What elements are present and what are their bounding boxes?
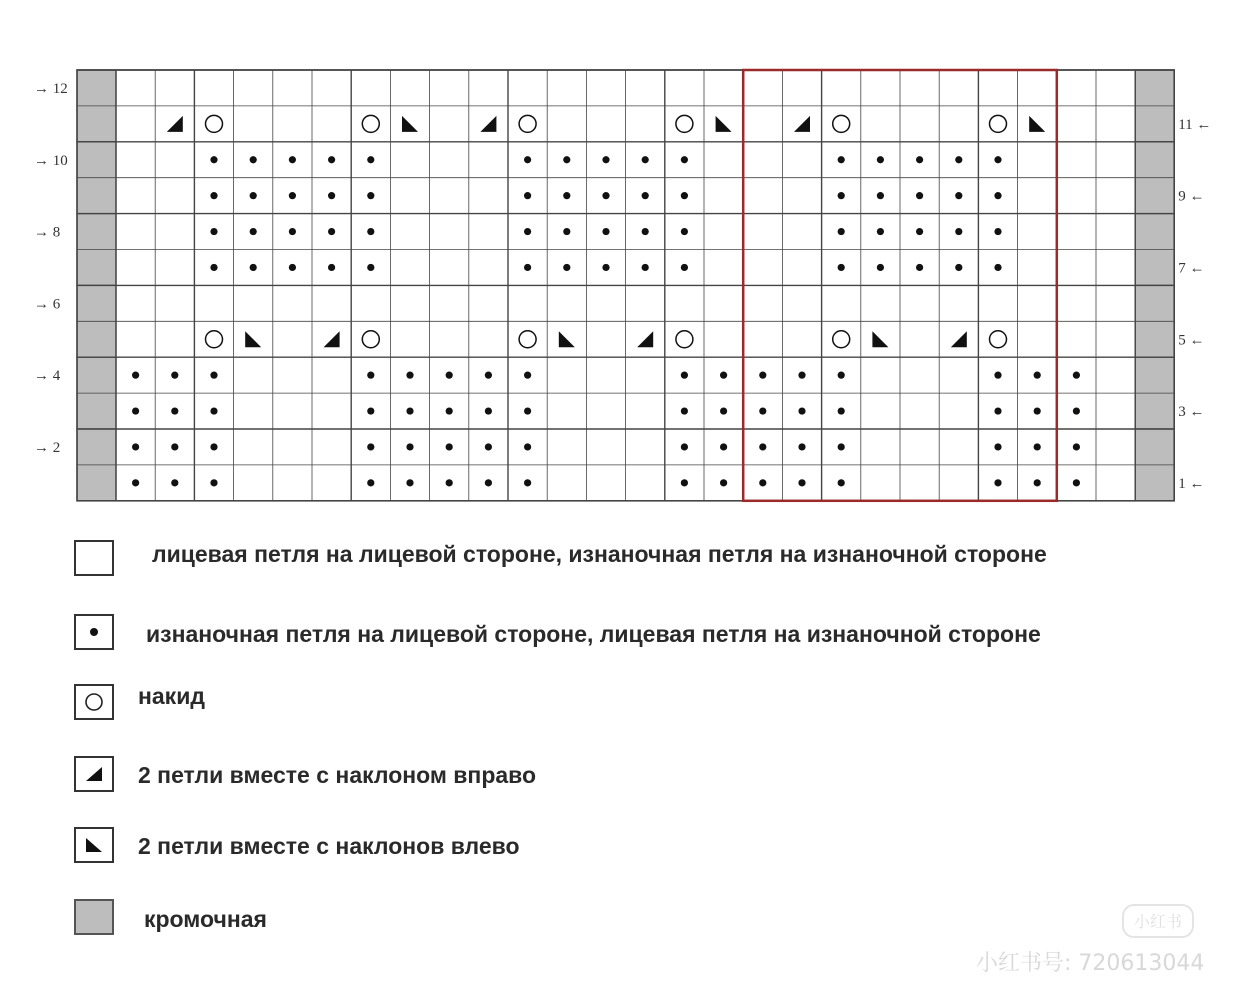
purl-dot [524, 372, 531, 379]
purl-dot [602, 264, 609, 271]
legend-icon-yarn-over [74, 684, 114, 720]
purl-dot [602, 192, 609, 199]
purl-dot [446, 479, 453, 486]
yarn-over-circle [519, 115, 536, 132]
purl-dot [289, 228, 296, 235]
purl-dot [367, 192, 374, 199]
purl-dot [289, 156, 296, 163]
purl-dot [642, 264, 649, 271]
purl-dot [994, 192, 1001, 199]
purl-dot [916, 156, 923, 163]
k2tog-left-triangle [872, 331, 888, 347]
purl-dot [446, 372, 453, 379]
row-label-left: → 8 [34, 224, 61, 241]
purl-dot [171, 372, 178, 379]
purl-dot [916, 192, 923, 199]
yarn-over-circle [206, 115, 223, 132]
purl-dot [210, 407, 217, 414]
purl-dot [1034, 443, 1041, 450]
purl-dot [132, 372, 139, 379]
purl-dot [171, 407, 178, 414]
purl-dot [1073, 479, 1080, 486]
purl-dot [681, 407, 688, 414]
purl-dot [328, 156, 335, 163]
purl-dot [955, 192, 962, 199]
purl-dot [563, 156, 570, 163]
purl-dot [759, 407, 766, 414]
k2tog-right-triangle [324, 331, 340, 347]
purl-dot [681, 264, 688, 271]
purl-dot [642, 228, 649, 235]
row-label-right: 1 ← [1178, 475, 1205, 492]
k2tog-left-triangle [245, 331, 261, 347]
purl-dot [406, 479, 413, 486]
purl-dot [681, 372, 688, 379]
purl-dot [524, 407, 531, 414]
purl-dot [1034, 372, 1041, 379]
purl-dot [798, 443, 805, 450]
purl-dot [681, 192, 688, 199]
purl-dot [485, 407, 492, 414]
yarn-over-circle [676, 115, 693, 132]
purl-dot [328, 228, 335, 235]
purl-dot [250, 192, 257, 199]
k2tog-right-triangle [794, 116, 810, 132]
purl-dot [838, 228, 845, 235]
purl-dot [955, 228, 962, 235]
purl-dot [210, 372, 217, 379]
purl-dot [367, 407, 374, 414]
purl-dot [838, 407, 845, 414]
purl-dot [681, 443, 688, 450]
purl-dot [838, 479, 845, 486]
purl-dot [328, 264, 335, 271]
purl-dot [367, 228, 374, 235]
purl-dot [132, 443, 139, 450]
purl-dot [524, 264, 531, 271]
purl-dot [367, 443, 374, 450]
purl-dot [720, 372, 727, 379]
purl-dot [485, 479, 492, 486]
purl-dot [210, 228, 217, 235]
purl-dot [798, 372, 805, 379]
legend-icon-k2tog-right [74, 756, 114, 792]
legend-text-knit: лицевая петля на лицевой стороне, изнаночная петля на изнаночной стороне [152, 541, 1047, 567]
purl-dot [289, 192, 296, 199]
purl-dot [916, 264, 923, 271]
purl-dot [210, 156, 217, 163]
legend-icon-edge-stitch [74, 899, 114, 935]
yarn-over-circle [206, 331, 223, 348]
purl-dot [367, 156, 374, 163]
purl-dot [524, 192, 531, 199]
yarn-over-circle [990, 115, 1007, 132]
purl-dot [1034, 479, 1041, 486]
purl-dot [955, 264, 962, 271]
yarn-over-circle [519, 331, 536, 348]
purl-dot [955, 156, 962, 163]
purl-dot [994, 372, 1001, 379]
purl-dot [720, 407, 727, 414]
purl-dot [485, 372, 492, 379]
k2tog-left-triangle [402, 116, 418, 132]
purl-dot [1034, 407, 1041, 414]
purl-dot [250, 264, 257, 271]
row-number-labels [34, 81, 1211, 492]
row-label-right: 5 ← [1178, 332, 1205, 349]
purl-dot [681, 479, 688, 486]
purl-dot [759, 443, 766, 450]
purl-dot [485, 443, 492, 450]
purl-dot [289, 264, 296, 271]
purl-dot [367, 372, 374, 379]
purl-dot [916, 228, 923, 235]
purl-dot [328, 192, 335, 199]
k2tog-right-triangle [167, 116, 183, 132]
purl-dot [406, 443, 413, 450]
purl-dot [171, 443, 178, 450]
k2tog-left-triangle [559, 331, 575, 347]
row-label-left: → 12 [34, 80, 68, 97]
yarn-over-circle [362, 115, 379, 132]
k2tog-right-triangle [951, 331, 967, 347]
row-label-left: → 4 [34, 368, 61, 385]
purl-dot [406, 407, 413, 414]
legend-text-k2tog-right: 2 петли вместе с наклоном вправо [138, 762, 537, 788]
purl-dot [994, 228, 1001, 235]
purl-dot [838, 443, 845, 450]
purl-dot [250, 228, 257, 235]
purl-dot [367, 479, 374, 486]
purl-dot [1073, 407, 1080, 414]
purl-dot [720, 479, 727, 486]
yarn-over-circle [676, 331, 693, 348]
purl-dot [681, 228, 688, 235]
purl-dot [994, 264, 1001, 271]
purl-dot [877, 192, 884, 199]
purl-dot [446, 407, 453, 414]
purl-dot [838, 372, 845, 379]
purl-dot [563, 192, 570, 199]
purl-dot [798, 407, 805, 414]
row-label-left: → 2 [34, 439, 61, 456]
purl-dot [210, 443, 217, 450]
legend-text-edge: кромочная [144, 906, 267, 932]
purl-dot [838, 192, 845, 199]
purl-dot [1073, 443, 1080, 450]
yarn-over-circle [833, 115, 850, 132]
purl-dot [759, 372, 766, 379]
legend-icon-purl-dot [74, 614, 114, 650]
watermark-text: 小红书号: 720613044 [976, 951, 1205, 976]
yarn-over-circle [362, 331, 379, 348]
purl-dot [524, 228, 531, 235]
purl-dot [759, 479, 766, 486]
purl-dot [642, 192, 649, 199]
purl-dot [367, 264, 374, 271]
k2tog-left-triangle [716, 116, 732, 132]
row-label-right: 11 ← [1178, 116, 1212, 133]
purl-dot [1073, 372, 1080, 379]
purl-dot [602, 156, 609, 163]
purl-dot [210, 264, 217, 271]
purl-dot [563, 264, 570, 271]
chart-grid [77, 70, 1174, 501]
purl-dot [642, 156, 649, 163]
legend-text-purl: изнаночная петля на лицевой стороне, лицевая петля на изнаночной стороне [146, 621, 1041, 647]
legend-text-k2tog-left: 2 петли вместе с наклонов влево [138, 833, 520, 859]
chart-symbols [132, 115, 1080, 486]
purl-dot [250, 156, 257, 163]
legend-text-yarn-over: накид [138, 683, 205, 709]
purl-dot [681, 156, 688, 163]
k2tog-right-triangle [480, 116, 496, 132]
purl-dot [838, 264, 845, 271]
yarn-over-circle [833, 331, 850, 348]
purl-dot [838, 156, 845, 163]
purl-dot [877, 228, 884, 235]
purl-dot [446, 443, 453, 450]
row-label-right: 3 ← [1178, 404, 1205, 421]
purl-dot [602, 228, 609, 235]
k2tog-right-triangle [637, 331, 653, 347]
row-label-left: → 10 [34, 152, 68, 169]
purl-dot [994, 407, 1001, 414]
purl-dot [406, 372, 413, 379]
purl-dot [171, 479, 178, 486]
legend-icon-k2tog-left [74, 827, 114, 863]
watermark-logo: 小红书 [1122, 904, 1194, 938]
purl-dot [720, 443, 727, 450]
purl-dot [210, 192, 217, 199]
row-label-right: 7 ← [1178, 260, 1205, 277]
row-label-right: 9 ← [1178, 188, 1205, 205]
purl-dot [798, 479, 805, 486]
purl-dot [877, 264, 884, 271]
k2tog-left-triangle [1029, 116, 1045, 132]
purl-dot [563, 228, 570, 235]
purl-dot [994, 479, 1001, 486]
row-label-left: → 6 [34, 296, 61, 313]
purl-dot [524, 479, 531, 486]
purl-dot [524, 443, 531, 450]
purl-dot [210, 479, 217, 486]
legend-icon-knit-empty [74, 540, 114, 576]
yarn-over-circle [990, 331, 1007, 348]
purl-dot [994, 156, 1001, 163]
purl-dot [132, 479, 139, 486]
purl-dot [994, 443, 1001, 450]
purl-dot [524, 156, 531, 163]
purl-dot [877, 156, 884, 163]
purl-dot [132, 407, 139, 414]
